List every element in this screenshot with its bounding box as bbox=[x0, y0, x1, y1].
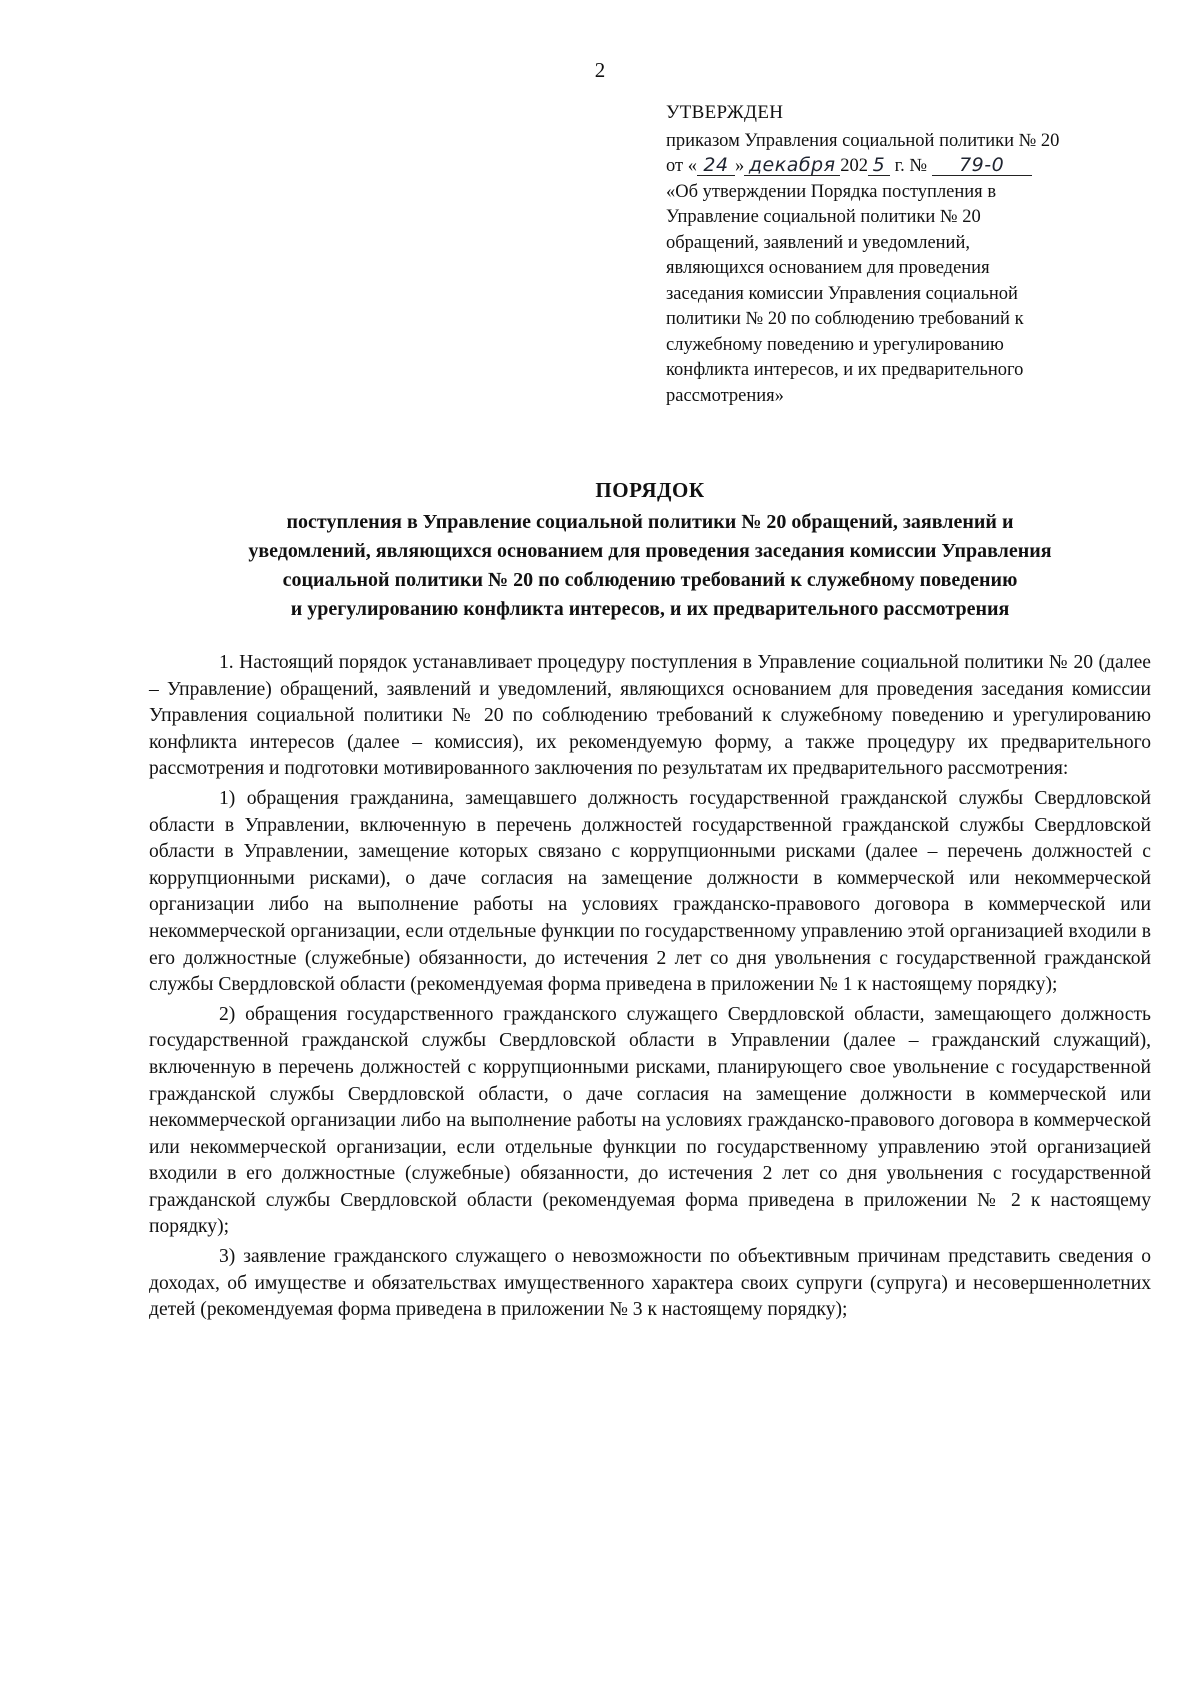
order-date-line bbox=[666, 154, 1166, 180]
order-subject-line: обращений, заявлений и уведомлений, bbox=[666, 232, 970, 253]
paragraph-1: 1. Настоящий порядок устанавливает процедуру поступления в Управление социальной политики № 20 (далее – Управление) обращений, заявлений и уведомлений, являющихся основанием для проведения заседания комиссии Управления социальной политики № 20 по соблюдению требований к служебному поведению и урегулированию конфликта интересов (далее – комиссия), их рекомендуемую форму, а также процедуру их предварительного рассмотрения и подготовки мотивированного заключения по результатам их предварительного рассмотрения: bbox=[149, 652, 1151, 780]
paragraph-item-3: 3) заявление гражданского служащего о невозможности по объективным причинам представить сведения о доходах, об имуществе и обязательствах имущественного характера своих супруги (супруга) и несовершеннолетних детей (рекомендуемая форма приведена в приложении № 3 к настоящему порядку); bbox=[149, 1246, 1151, 1321]
document-body bbox=[149, 650, 1151, 1324]
paragraph-item-2: 2) обращения государственного гражданского служащего Свердловской области, замещающего должность государственной гражданской службы Свердловской области в Управлении (далее – гражданский служащий), включенную в перечень должностей с коррупционными рисками, планирующего свое увольнение с государственной гражданской службы Свердловской области, о даче согласия на замещение должности в коммерческой или некоммерческой организации либо на выполнение работы на условиях гражданско-правового договора в коммерческой или некоммерческой организации, если отдельные функции по государственному управлению этой организацией входили в его должностные (служебные) обязанности, до истечения 2 лет со дня увольнения с государственной гражданской службы Свердловской области (рекомендуемая форма приведена в приложении № 2 к настоящему порядку); bbox=[149, 1003, 1151, 1238]
approved-label: УТВЕРЖДЕН bbox=[666, 102, 784, 123]
year-unit: г. № bbox=[894, 156, 927, 176]
subtitle-line: уведомлений, являющихся основанием для проведения заседания комиссии Управления bbox=[248, 540, 1052, 562]
subtitle-line: социальной политики № 20 по соблюдению требований к служебному поведению bbox=[282, 569, 1018, 591]
order-subject-line: Управление социальной политики № 20 bbox=[666, 207, 981, 227]
order-month-handwritten: декабря bbox=[744, 155, 840, 176]
order-subject-line: политики № 20 по соблюдению требований к bbox=[666, 309, 1024, 329]
order-subject-line: конфликта интересов, и их предварительного bbox=[666, 360, 1024, 380]
order-line: приказом Управления социальной политики № 20 bbox=[666, 130, 1060, 151]
subtitle-line: и урегулированию конфликта интересов, и их предварительного рассмотрения bbox=[290, 598, 1010, 620]
date-prefix: от « bbox=[666, 156, 697, 176]
order-subject-line: заседания комиссии Управления социальной bbox=[666, 283, 1018, 304]
document-subtitle bbox=[130, 508, 1170, 624]
order-subject-line: рассмотрения» bbox=[666, 385, 784, 406]
order-day-handwritten: 24 bbox=[697, 155, 735, 176]
document-title: ПОРЯДОК bbox=[595, 478, 705, 502]
date-mid: » bbox=[734, 156, 745, 176]
subtitle-line: поступления в Управление социальной политики № 20 обращений, заявлений и bbox=[286, 511, 1014, 533]
order-subject-line: «Об утверждении Порядка поступления в bbox=[666, 181, 997, 202]
order-number-handwritten: 79-0 bbox=[932, 155, 1032, 176]
approval-block bbox=[666, 100, 1166, 409]
order-subject-line: являющихся основанием для проведения bbox=[666, 258, 990, 278]
order-subject-line: служебному поведению и урегулированию bbox=[666, 334, 1004, 355]
order-year-suffix-handwritten: 5 bbox=[868, 155, 890, 176]
year-prefix: 202 bbox=[840, 156, 868, 176]
paragraph-item-1: 1) обращения гражданина, замещавшего должность государственной гражданской службы Свердловской области в Управлении, включенную в перечень должностей государственной гражданской службы Свердловской области в Управлении, замещение которых связано с коррупционными рисками (далее – перечень должностей с коррупционными рисками), о даче согласия на замещение должности в коммерческой или некоммерческой организации либо на выполнение работы на условиях гражданско-правового договора в коммерческой или некоммерческой организации, если отдельные функции по государственному управлению этой организацией входили в его должностные (служебные) обязанности, до истечения 2 лет со дня увольнения с государственной гражданской службы Свердловской области (рекомендуемая форма приведена в приложении № 1 к настоящему порядку); bbox=[149, 787, 1151, 996]
page-number: 2 bbox=[594, 58, 606, 82]
